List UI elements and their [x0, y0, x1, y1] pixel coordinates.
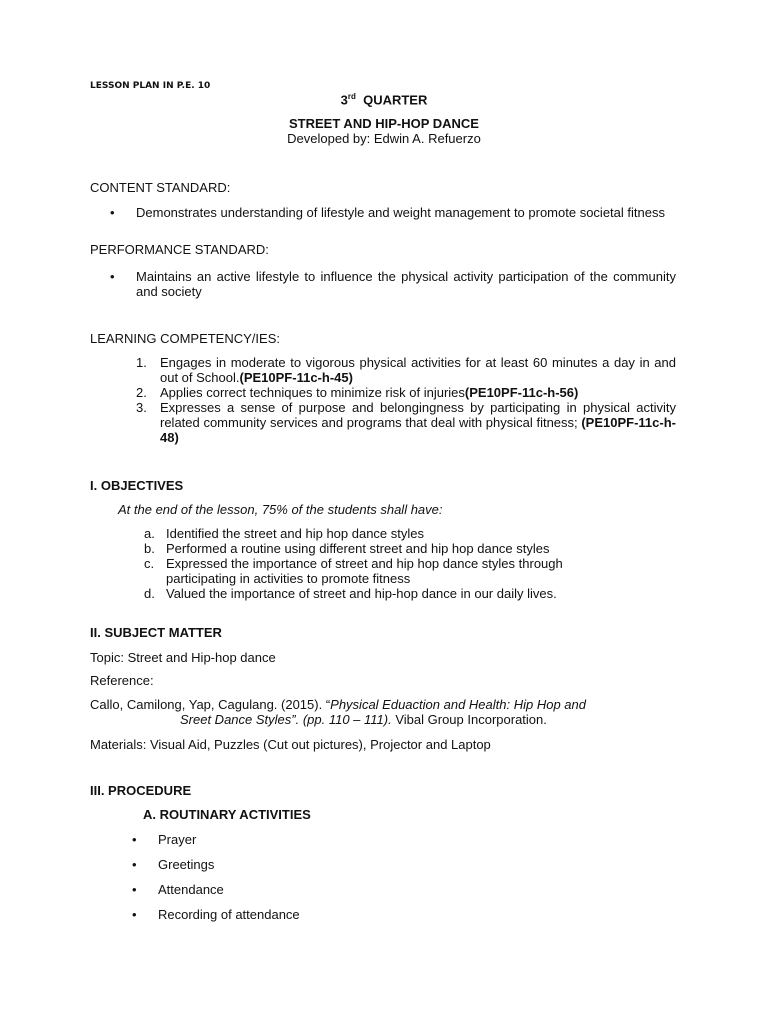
- activity-text: Attendance: [158, 882, 224, 897]
- objectives-heading: I. OBJECTIVES: [90, 478, 184, 493]
- list-item: [110, 205, 676, 220]
- list-item: [144, 556, 664, 586]
- learning-competency-label: LEARNING COMPETENCY/IES:: [90, 331, 280, 346]
- content-standard-list: [110, 205, 676, 220]
- item-letter: d.: [144, 586, 155, 601]
- performance-standard-list: [110, 269, 676, 299]
- reference-label: Reference:: [90, 673, 154, 688]
- activity-text: Recording of attendance: [158, 907, 300, 922]
- activity-text: Greetings: [158, 857, 215, 872]
- learning-competency-list: [130, 355, 676, 445]
- reference-line-1: [90, 697, 586, 712]
- item-number: 2.: [136, 385, 147, 400]
- content-standard-label: CONTENT STANDARD:: [90, 180, 231, 195]
- lesson-plan-title: LESSON PLAN IN P.E. 10: [90, 81, 211, 91]
- objectives-intro: At the end of the lesson, 75% of the students shall have:: [118, 502, 443, 517]
- reference-title-2: Sreet Dance Styles”. (pp. 110 – 111).: [180, 712, 392, 727]
- list-item: [132, 882, 300, 907]
- quarter-heading: [0, 92, 768, 107]
- reference-line-2: [180, 712, 547, 727]
- competency-text: [160, 400, 676, 445]
- item-letter: b.: [144, 541, 155, 556]
- list-item: [130, 400, 676, 445]
- item-number: 3.: [136, 400, 147, 415]
- reference-title-1: Physical Eduaction and Health: Hip Hop and: [330, 697, 586, 712]
- competency-description: Applies correct techniques to minimize risk of injuries: [160, 385, 465, 400]
- competency-code: (PE10PF-11c-h-48): [160, 415, 676, 445]
- list-item: [144, 526, 664, 541]
- objective-text: Identified the street and hip hop dance styles: [166, 526, 425, 541]
- list-item: [144, 586, 664, 601]
- list-item: [132, 907, 300, 932]
- activity-text: Prayer: [158, 832, 197, 847]
- quarter-number: 3: [340, 92, 348, 108]
- content-standard-text: Demonstrates understanding of lifestyle and weight management to promote societal fitness: [136, 205, 665, 220]
- objective-text: Valued the importance of street and hip-hop dance in our daily lives.: [166, 586, 557, 601]
- item-number: 1.: [136, 355, 147, 370]
- bullet-icon: •: [132, 857, 137, 872]
- topic-line: Topic: Street and Hip-hop dance: [90, 650, 276, 665]
- objective-text: Performed a routine using different street and hip hop dance styles: [166, 541, 550, 556]
- competency-text: [160, 355, 676, 385]
- competency-description: Engages in moderate to vigorous physical activities for at least 60 minutes a day in and out of School.: [160, 355, 676, 385]
- performance-standard-text: Maintains an active lifestyle to influence the physical activity participation of the community and society: [136, 269, 676, 299]
- competency-text: [160, 385, 676, 400]
- bullet-icon: •: [132, 907, 137, 922]
- list-item: [132, 857, 300, 882]
- bullet-icon: •: [110, 205, 115, 220]
- subject-matter-heading: II. SUBJECT MATTER: [90, 625, 222, 640]
- bullet-icon: •: [132, 882, 137, 897]
- list-item: [130, 355, 676, 385]
- materials-line: Materials: Visual Aid, Puzzles (Cut out pictures), Projector and Laptop: [90, 737, 491, 752]
- bullet-icon: •: [110, 269, 115, 284]
- developed-by: Developed by: Edwin A. Refuerzo: [287, 131, 481, 146]
- objectives-list: [144, 526, 664, 601]
- main-title: STREET AND HIP-HOP DANCE: [289, 116, 479, 131]
- bullet-icon: •: [132, 832, 137, 847]
- routinary-activities-list: [132, 832, 300, 932]
- item-letter: a.: [144, 526, 155, 541]
- procedure-heading: III. PROCEDURE: [90, 783, 192, 798]
- list-item: [110, 269, 676, 299]
- list-item: [130, 385, 676, 400]
- reference-authors: Callo, Camilong, Yap, Cagulang. (2015). “: [90, 697, 331, 712]
- quarter-suffix: rd: [347, 92, 356, 101]
- competency-code: (PE10PF-11c-h-56): [464, 385, 579, 400]
- list-item: [132, 832, 300, 857]
- quarter-word: QUARTER: [363, 92, 428, 108]
- performance-standard-label: PERFORMANCE STANDARD:: [90, 242, 269, 257]
- list-item: [144, 541, 664, 556]
- routinary-activities-heading: A. ROUTINARY ACTIVITIES: [143, 807, 311, 822]
- objective-text: Expressed the importance of street and hip hop dance styles through participating in activities to promote fitness: [166, 556, 563, 586]
- competency-code: (PE10PF-11c-h-45): [239, 370, 353, 385]
- reference-publisher: Vibal Group Incorporation.: [391, 712, 547, 727]
- competency-description: Expresses a sense of purpose and belongingness by participating in physical activity related community services and programs that deal with physical fitness;: [160, 400, 676, 430]
- item-letter: c.: [144, 556, 155, 571]
